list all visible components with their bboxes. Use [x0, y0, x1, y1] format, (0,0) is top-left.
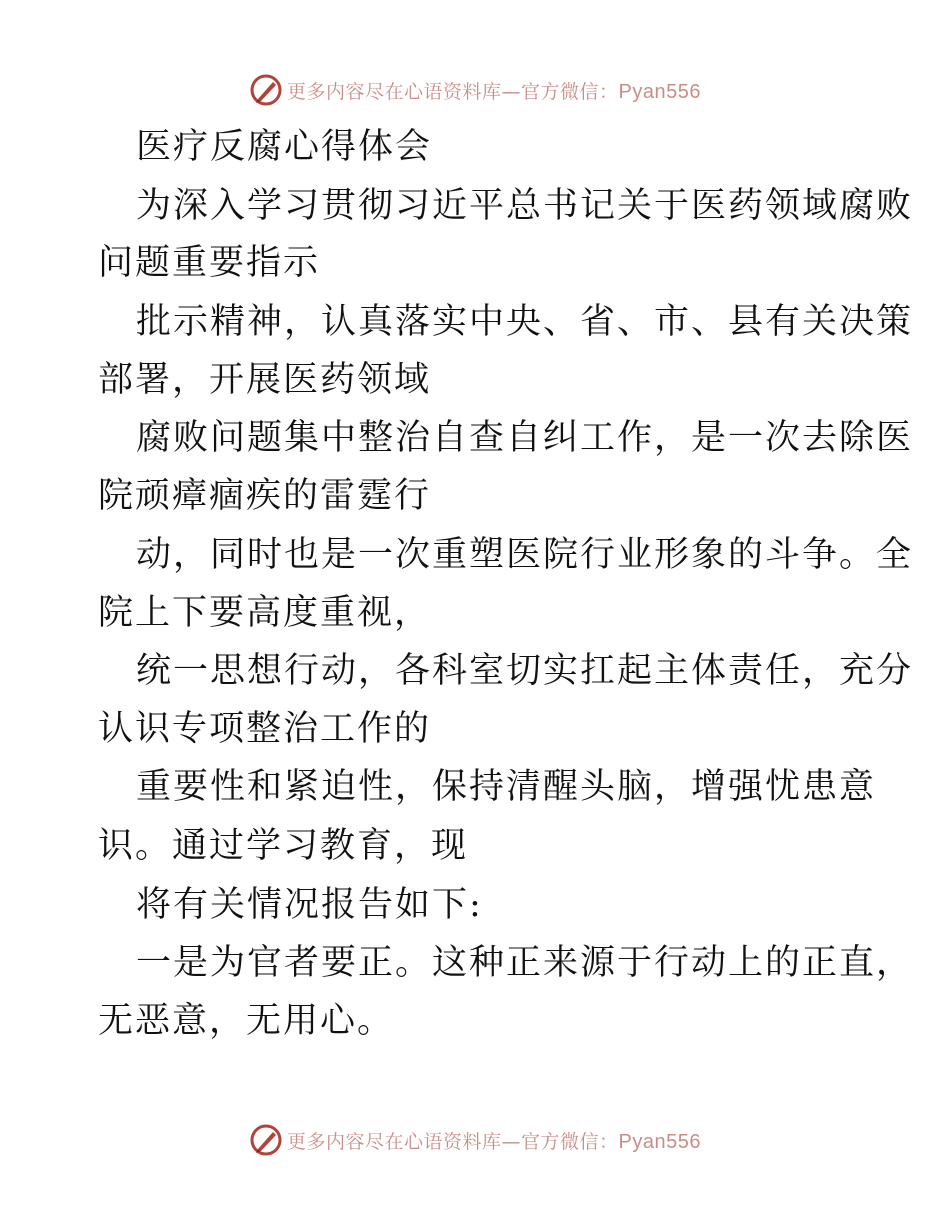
pen-logo-icon: [249, 73, 283, 107]
paragraph-line: 统一思想行动，各科室切实扛起主体责任，充分: [136, 651, 914, 691]
paragraph-line: 无恶意，无用心。: [98, 1001, 395, 1041]
paragraph-line: 部署，开展医药领域: [98, 360, 432, 400]
document-title: 医疗反腐心得体会: [136, 127, 433, 167]
paragraph-line: 为深入学习贯彻习近平总书记关于医药领域腐败: [136, 186, 914, 226]
paragraph-line: 识。通过学习教育，现: [98, 826, 469, 866]
header-watermark: [0, 70, 950, 110]
footer-watermark: [0, 1120, 950, 1160]
paragraph-line: 动，同时也是一次重塑医院行业形象的斗争。全: [136, 535, 914, 575]
paragraph-line: 院上下要高度重视，: [98, 593, 432, 633]
paragraph-line: 一是为官者要正。这种正来源于行动上的正直，: [136, 943, 914, 983]
paragraph-line: 问题重要指示: [98, 243, 321, 283]
paragraph-line: 院顽瘴痼疾的雷霆行: [98, 476, 432, 516]
paragraph-line: 批示精神，认真落实中央、省、市、县有关决策: [136, 302, 914, 342]
paragraph-line: 重要性和紧迫性，保持清醒头脑，增强忧患意: [136, 767, 877, 807]
paragraph-line: 将有关情况报告如下:: [136, 885, 483, 925]
watermark-text: 更多内容尽在心语资料库—官方微信：Pyan556: [287, 80, 701, 103]
pen-logo-icon: [249, 1123, 283, 1157]
paragraph-line: 腐败问题集中整治自查自纠工作，是一次去除医: [136, 418, 914, 458]
paragraph-line: 认识专项整治工作的: [98, 709, 432, 749]
watermark-text: 更多内容尽在心语资料库—官方微信：Pyan556: [287, 1130, 701, 1153]
